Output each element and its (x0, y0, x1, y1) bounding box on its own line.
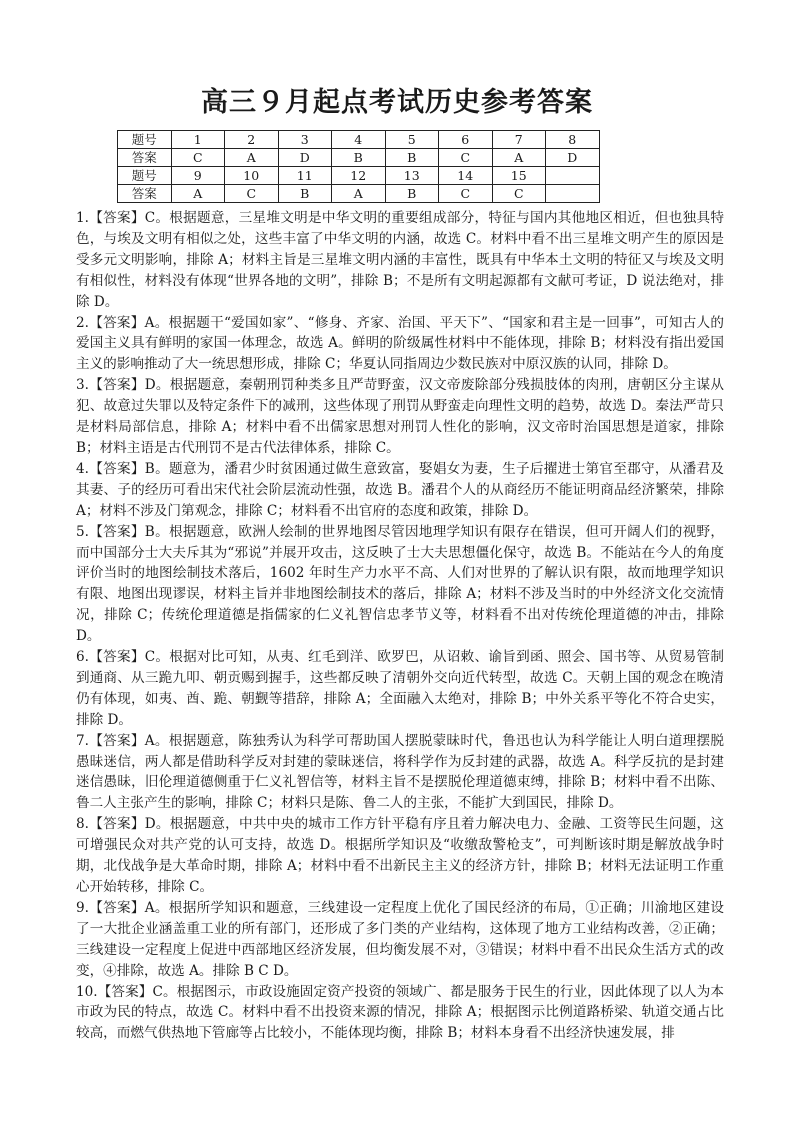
table-cell: 题号 (118, 131, 172, 149)
table-cell: 12 (332, 167, 386, 185)
answer-paragraph-8: 8.【答案】D。根据题意，中共中央的城市工作方针平稳有序且着力解决电力、金融、工资等民生问题，这可增强民众对共产党的认可支持，故选 D。根据所学知识及“收缴敌警枪支”，可判断该时期是解放战争时期，北伐战争是大革命时期，排除 A；材料中看不出新民主主义的经济方针，排除 B；材料无法证明工作重心开始转移，排除 C。 (76, 816, 724, 895)
table-cell: 9 (171, 167, 225, 185)
answer-table (117, 130, 600, 203)
table-cell: B (278, 185, 332, 203)
answer-paragraph-7: 7.【答案】A。根据题意，陈独秀认为科学可帮助国人摆脱蒙昧时代，鲁迅也认为科学能让人明白道理摆脱愚昧迷信，两人都是借助科学反对封建的蒙昧迷信，将科学作为反封建的武器，故选 A。科学反抗的是封建迷信愚昧，旧伦理道德侧重于仁义礼智信等，材料主旨不是摆脱伦理道德束缚，排除 B；材料中看不出陈、鲁二人主张产生的影响，排除 C；材料只是陈、鲁二人的主张，不能扩大到国民，排除 D。 (76, 732, 724, 812)
table-cell: 14 (439, 167, 493, 185)
page-title: 高三９月起点考试历史参考答案 (201, 87, 593, 118)
table-row (118, 185, 600, 203)
table-cell (546, 167, 600, 185)
table-cell: 2 (225, 131, 279, 149)
answer-paragraph-4: 4.【答案】B。题意为，潘君少时贫困通过做生意致富，娶娼女为妻，生子后擢进士第官至郡守，从潘君及其妻、子的经历可看出宋代社会阶层流动性强，故选 B。潘君个人的从商经历不能证明商品经济繁荣，排除 A；材料不涉及门第观念，排除 C；材料看不出官府的态度和政策，排除 D。 (76, 460, 724, 519)
table-row (118, 149, 600, 167)
table-cell: A (332, 185, 386, 203)
table-row (118, 167, 600, 185)
table-cell: 答案 (118, 185, 172, 203)
table-cell: A (171, 185, 225, 203)
table-cell: 6 (439, 131, 493, 149)
table-cell: 7 (492, 131, 546, 149)
table-cell: C (439, 185, 493, 203)
table-cell: 15 (492, 167, 546, 185)
table-cell: 4 (332, 131, 386, 149)
answer-paragraph-5: 5.【答案】B。根据题意，欧洲人绘制的世界地图尽管因地理学知识有限存在错误，但可开阔人们的视野，而中国部分士大夫斥其为“邪说”并展开攻击，这反映了士大夫思想僵化保守，故选 B。不能站在今人的角度评价当时的地图绘制技术落后，1602 年时生产力水平不高、人们对世界的了解认识有限，故而地理学知识有限、地图出现谬误，材料主旨并非地图绘制技术的落后，排除 A；材料不涉及当时的中外经济文化交流情况，排除 C；传统伦理道德是指儒家的仁义礼智信忠孝节义等，材料看不出对传统伦理道德的冲击，排除 D。 (76, 523, 724, 645)
table-cell: C (171, 149, 225, 167)
table-cell: A (492, 149, 546, 167)
table-cell: C (439, 149, 493, 167)
table-cell: 题号 (118, 167, 172, 185)
table-cell: B (332, 149, 386, 167)
table-cell: B (385, 185, 439, 203)
answer-paragraph-10: 10.【答案】C。根据图示，市政设施固定资产投资的领域广、都是服务于民生的行业，因此体现了以人为本市政为民的特点，故选 C。材料中看不出投资来源的情况，排除 A；根据图示比例道路桥梁、轨道交通占比较高，而燃气供热地下管廊等占比较小，不能体现均衡，排除 B；材料本身看不出经济快速发展，排 (76, 983, 724, 1042)
table-cell: 1 (171, 131, 225, 149)
answer-paragraph-1: 1.【答案】C。根据题意，三星堆文明是中华文明的重要组成部分，特征与国内其他地区相近，但也独具特色，与埃及文明有相似之处，这些丰富了中华文明的内涵，故选 C。材料中看不出三星堆文明产生的原因是受多元文明影响，排除 A；材料主旨是三星堆文明内涵的丰富性，既具有中华本土文明的特征又与埃及文明有相似性，材料没有体现“世界各地的文明”，排除 B；不是所有文明起源都有文献可考证，D 说法绝对，排除 D。 (76, 210, 724, 310)
answer-paragraph-3: 3.【答案】D。根据题意，秦朝刑罚种类多且严苛野蛮，汉文帝废除部分残损肢体的肉刑，唐朝区分主谋从犯、故意过失罪以及特定条件下的减刑，这些体现了刑罚从野蛮走向理性文明的趋势，故选 D。秦法严苛只是材料局部信息，排除 A；材料中看不出儒家思想对刑罚人性化的影响，汉文帝时治国思想是道家，排除 B；材料主语是古代刑罚不是古代法律体系，排除 C。 (76, 377, 724, 456)
table-cell: 13 (385, 167, 439, 185)
table-cell: D (546, 149, 600, 167)
answer-paragraph-2: 2.【答案】A。根据题干“爱国如家”、“修身、齐家、治国、平天下”、“国家和君主是一回事”，可知古人的爱国主义具有鲜明的家国一体理念，故选 A。鲜明的阶级属性材料中不能体现，排除 B；材料没有指出爱国主义的影响推动了大一统思想形成，排除 C；华夏认同指周边少数民族对中原汉族的认同，排除 D。 (76, 314, 724, 373)
table-cell: 5 (385, 131, 439, 149)
table-cell: 3 (278, 131, 332, 149)
table-cell: C (225, 185, 279, 203)
table-row (118, 131, 600, 149)
table-cell: C (492, 185, 546, 203)
answer-explanations (76, 208, 724, 1044)
table-cell: B (385, 149, 439, 167)
answer-paragraph-9: 9.【答案】A。根据所学知识和题意，三线建设一定程度上优化了国民经济的布局，①正确；川渝地区建设了一大批企业涵盖重工业的所有部门，还形成了多门类的产业结构，这体现了地方工业结构改善，②正确；三线建设一定程度上促进中西部地区经济发展，但均衡发展不对，③错误；材料中看不出民众生活方式的改变，④排除，故选 A。排除 B C D。 (76, 899, 724, 979)
table-cell: 8 (546, 131, 600, 149)
table-cell: D (278, 149, 332, 167)
table-cell (546, 185, 600, 203)
table-cell: 答案 (118, 149, 172, 167)
table-cell: 10 (225, 167, 279, 185)
table-cell: 11 (278, 167, 332, 185)
table-cell: A (225, 149, 279, 167)
answer-paragraph-6: 6.【答案】C。根据对比可知，从夷、红毛到洋、欧罗巴，从诏敕、谕旨到函、照会、国书等、从贸易管制到通商、从三跪九叩、朝贡赐到握手，这些都反映了清朝外交向近代转型，故选 C。天朝上国的观念在晚清仍有体现，如夷、酋、跪、朝觐等措辞，排除 A；全面融入太绝对，排除 B；中外关系平等化不符合史实，排除 D。 (76, 649, 724, 728)
